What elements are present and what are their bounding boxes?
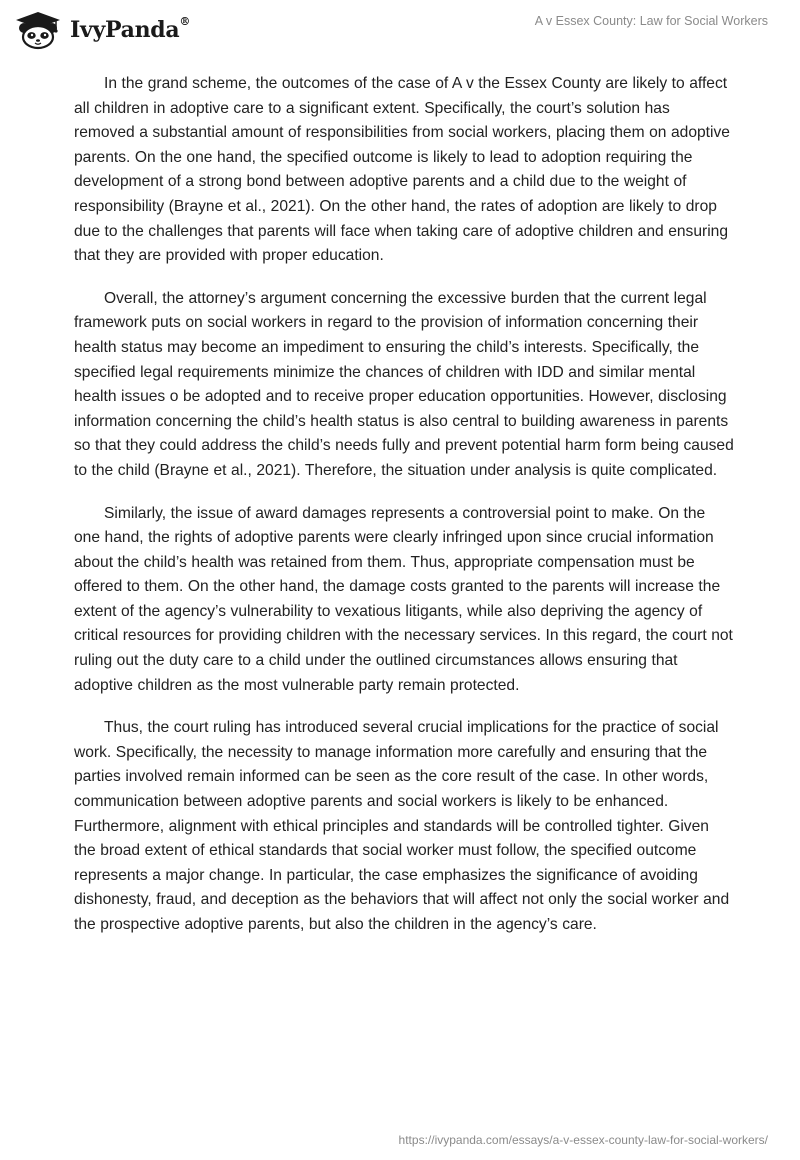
logo-wordmark: IvyPanda® (70, 15, 191, 43)
source-url-link[interactable]: https://ivypanda.com/essays/a-v-essex-county-law-for-social-workers/ (398, 1133, 768, 1147)
paragraph: Overall, the attorney’s argument concerning the excessive burden that the current legal framework puts on social workers in regard to the provision of information concerning their health status may become an impediment to ensuring the child’s interests. Specifically, the specified legal requirements minimize the chances of children with IDD and similar mental health issues o be adopted and to receive proper education opportunities. However, disclosing information concerning the child’s health status is also central to building awareness in parents so that they could address the child’s needs fully and prevent potential harm form being caused to the child (Brayne et al., 2021). Therefore, the situation under analysis is quite complicated. (74, 289, 734, 479)
paragraph: Similarly, the issue of award damages represents a controversial point to make. On the one hand, the rights of adoptive parents were clearly infringed upon since crucial information about the child’s health was retained from them. Thus, appropriate compensation must be offered to them. On the other hand, the damage costs granted to the parents will increase the extent of the agency’s vulnerability to vexatious litigants, while also depriving the agency of critical resources for providing children with the necessary services. In this regard, the court not ruling out the duty care to a child under the outlined circumstances allows ensuring that adoptive children as the most vulnerable party remain protected. (74, 504, 733, 694)
paragraph: In the grand scheme, the outcomes of the case of A v the Essex County are likely to affect all children in adoptive care to a significant extent. Specifically, the court’s solution has removed a substantial amount of responsibilities from social workers, placing them on adoptive parents. On the one hand, the specified outcome is likely to lead to adoption requiring the development of a strong bond between adoptive parents and a child due to the weight of responsibility (Brayne et al., 2021). On the other hand, the rates of adoption are likely to drop due to the challenges that parents will face when taking care of adoptive children and ensuring that they are provided with proper education. (74, 75, 730, 265)
panda-mascot-icon (12, 10, 64, 50)
page-title: A v Essex County: Law for Social Workers (534, 14, 768, 28)
paragraph: Thus, the court ruling has introduced several crucial implications for the practice of social work. Specifically, the necessity to manage information more carefully and ensuring that the parties involved remain informed can be seen as the core result of the case. In other words, communication between adoptive parents and social workers is likely to be enhanced. Furthermore, alignment with ethical principles and standards will be controlled tighter. Given the broad extent of ethical standards that social worker must follow, the specified outcome represents a major change. In particular, the case emphasizes the significance of avoiding dishonesty, fraud, and deception as the behaviors that will affect not only the social worker and the prospective adoptive parents, but also the children in the agency’s care. (74, 719, 730, 933)
essay-body (74, 72, 734, 956)
page-header (0, 0, 800, 60)
ivypanda-logo[interactable] (12, 10, 190, 50)
